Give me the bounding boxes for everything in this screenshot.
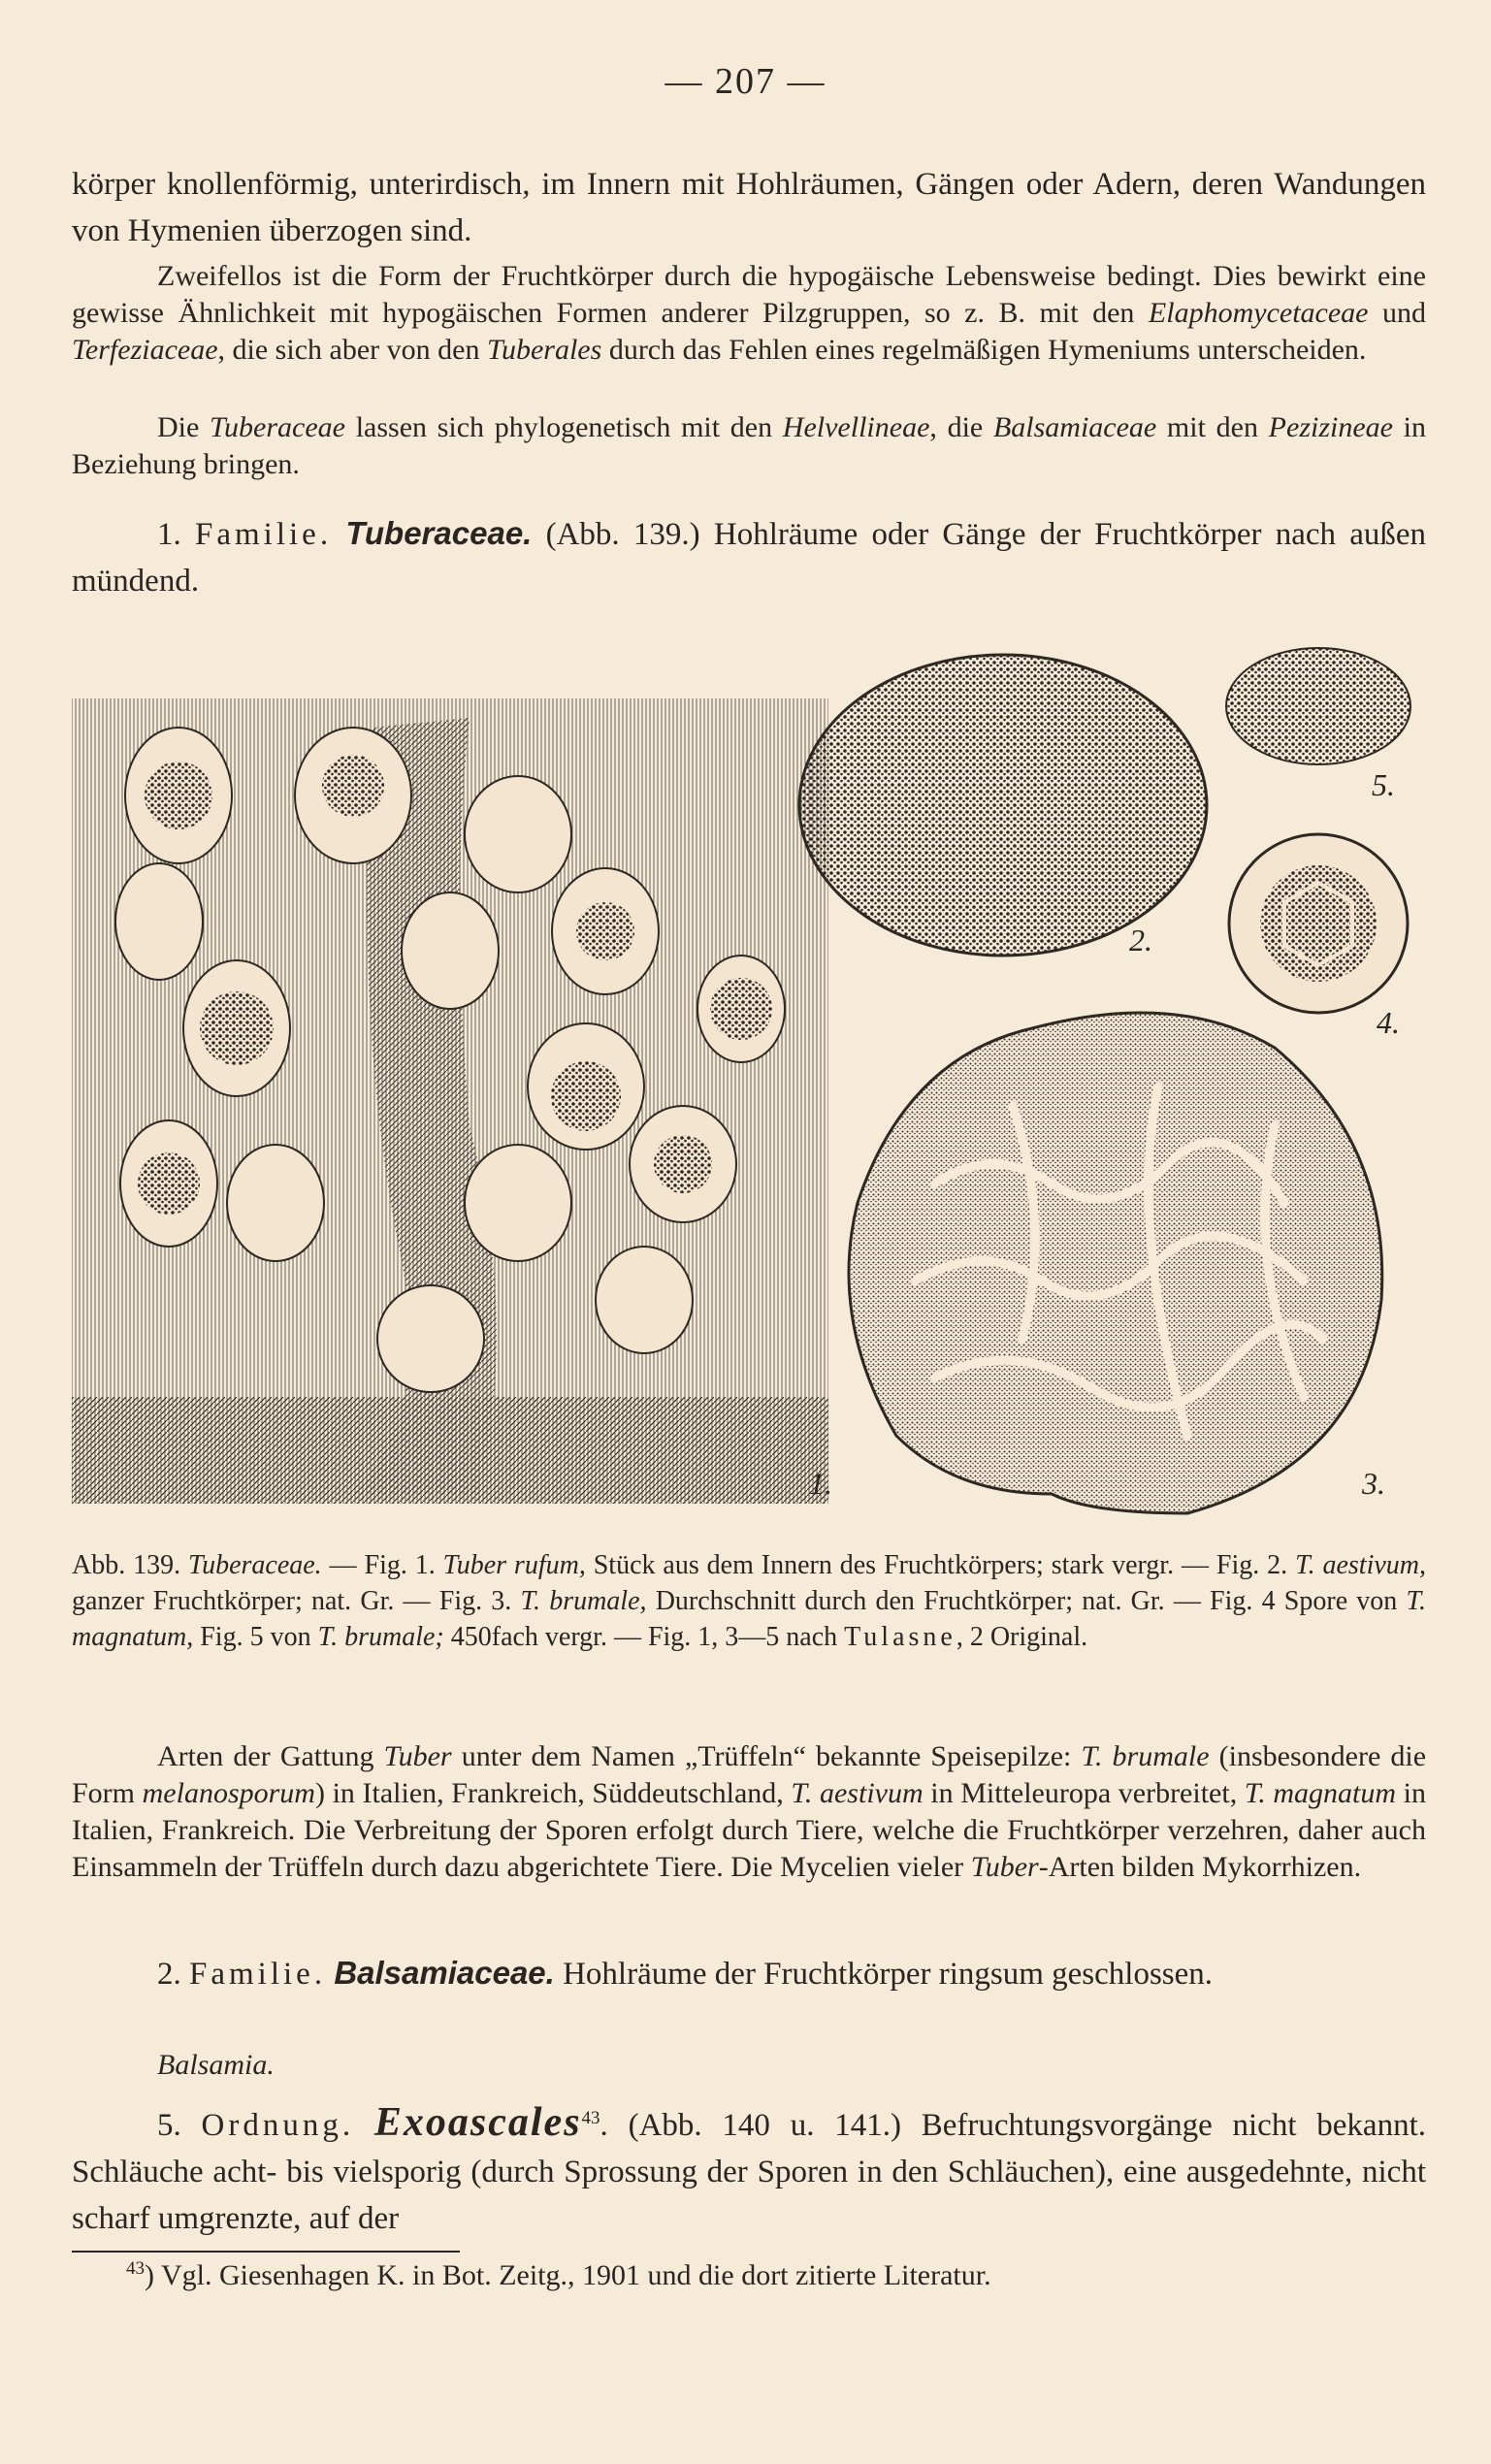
fig-4-tuber-magnatum-spore-drawing — [1229, 834, 1408, 1013]
footnote-rule — [72, 2251, 460, 2253]
fig-5-tuber-brumale-spore-drawing — [1226, 648, 1410, 764]
footnote-43: $^{43}$) Vgl. Giesenhagen K. in Bot. Zeitg., 1901 und die dort zitierte Literatur. — [126, 2258, 991, 2291]
family-balsamiaceae-heading: 2. Familie. Balsamiaceae. Hohlräume der Fruchtkörper ringsum geschlossen. — [157, 1955, 1214, 1992]
figure-caption: Abb. 139. Tuberaceae. — Fig. 1. Tuber rufum, Stück aus dem Innern des Fruchtkörpers; stark vergr. — Fig. 2. T. aestivum, ganzer Fruchtkörper; nat. Gr. — Fig. 3. T. brumale, Durchschnitt durch den Fruchtkörper; nat. Gr. — Fig. 4 Spore von T. magnatum, Fig. 5 von T. brumale; 450fach vergr. — Fig. 1, 3—5 nach Tulasne, 2 Original. — [72, 1550, 1427, 1652]
genus-balsamia: Balsamia. — [157, 2049, 275, 2081]
paragraph-phylogeny: Die Tuberaceae lassen sich phylogenetisch mit den Helvellineae, die Balsamiaceae mit den Pezizineae in Beziehung bringen. — [72, 411, 1427, 480]
page-number: — 207 — — [664, 61, 827, 102]
figure-tuberaceae-plate — [62, 640, 1430, 1523]
fig-label-4: 4. — [1377, 1005, 1400, 1040]
family-tuberaceae-heading: 1. Familie. Tuberaceae. (Abb. 139.) Hohlräume oder Gänge der Fruchtkörper nach außen mündend. — [72, 515, 1427, 599]
paragraph-continuation: körper knollenförmig, unterirdisch, im Innern mit Hohlräumen, Gängen oder Adern, deren Wandungen von Hymenien überzogen sind. — [72, 167, 1426, 248]
fig-label-5: 5. — [1372, 767, 1395, 802]
paragraph-hypogaeic: Zweifellos ist die Form der Fruchtkörper durch die hypogäische Lebensweise bedingt. Dies bewirkt eine gewisse Ähnlichkeit mit hypogäischen Formen anderer Pilzgruppen, so z. B. mit den Elaphomycetaceae und Terfeziaceae, die sich aber von den Tuberales durch das Fehlen eines regelmäßigen Hymeniums unterscheiden. — [72, 260, 1427, 366]
fig-1-tuber-rufum-drawing — [72, 698, 828, 1504]
fig-label-1: 1. — [809, 1466, 832, 1501]
fig-2-tuber-aestivum-drawing — [799, 655, 1207, 956]
order-exoascales-heading: 5. Ordnung. Exoascales$^{43}$. (Abb. 140 u. 141.) Befruchtungsvorgänge nicht bekannt. Schläuche acht- bis vielsporig (durch Sprossung der Sporen in den Schläuchen), eine ausgedehnte, nicht scharf umgrenzte, auf der — [72, 2100, 1426, 2236]
fig-3-tuber-brumale-section-drawing — [849, 1013, 1382, 1513]
paragraph-truffles: Arten der Gattung Tuber unter dem Namen „Trüffeln“ bekannte Speisepilze: T. brumale (insbesondere die Form melanosporum) in Italien, Frankreich, Süddeutschland, T. aestivum in Mitteleuropa verbreitet, T. magnatum in Italien, Frankreich. Die Verbreitung der Sporen erfolgt durch Tiere, welche die Fruchtkörper verzehren, daher auch Einsammeln der Trüffeln durch dazu abgerichtete Tiere. Die Mycelien vieler Tuber-Arten bilden Mykorrhizen. — [72, 1740, 1427, 1883]
fig-label-2: 2. — [1129, 923, 1152, 957]
fig-label-3: 3. — [1362, 1466, 1385, 1501]
